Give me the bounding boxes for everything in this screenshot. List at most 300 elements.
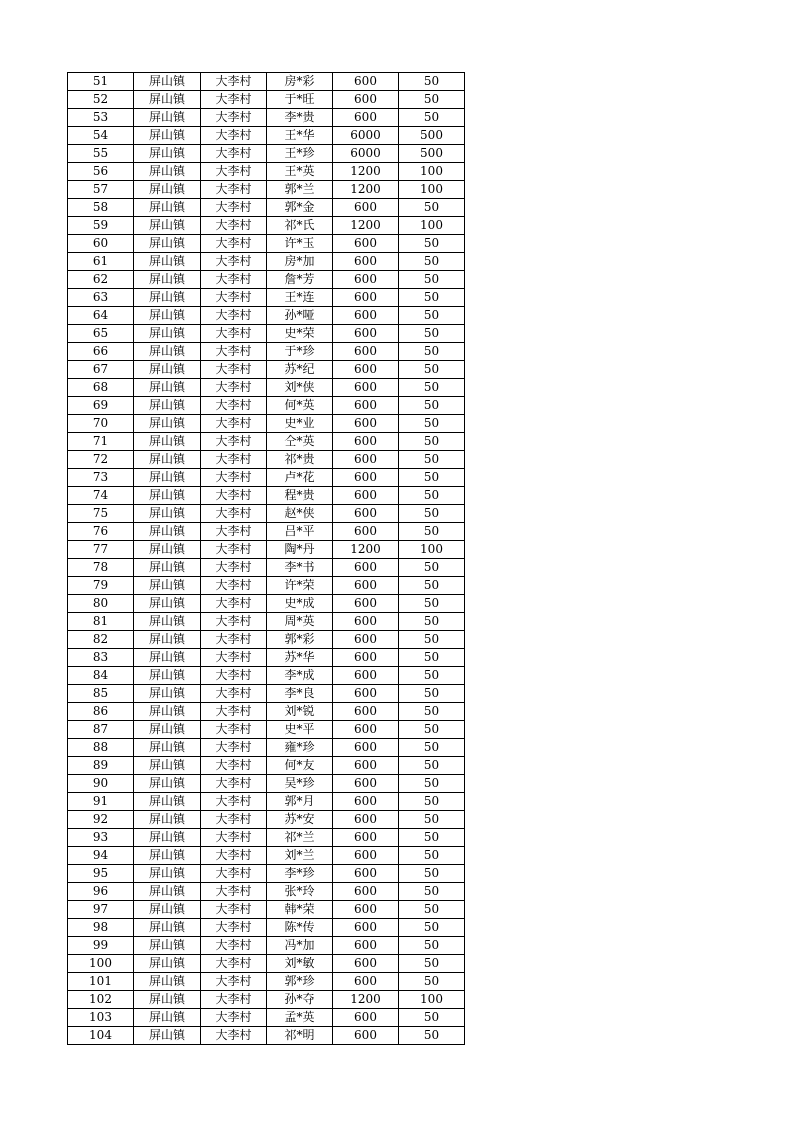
town-cell: 屏山镇 [134,847,201,865]
subsidy-cell: 100 [399,163,465,181]
amount-cell: 1200 [333,541,399,559]
town-cell: 屏山镇 [134,955,201,973]
town-cell: 屏山镇 [134,685,201,703]
subsidy-cell: 50 [399,829,465,847]
village-cell: 大李村 [201,991,267,1009]
row-number-cell: 78 [68,559,134,577]
town-cell: 屏山镇 [134,91,201,109]
town-cell: 屏山镇 [134,1027,201,1045]
town-cell: 屏山镇 [134,289,201,307]
town-cell: 屏山镇 [134,325,201,343]
village-cell: 大李村 [201,307,267,325]
town-cell: 屏山镇 [134,649,201,667]
name-cell: 苏*纪 [267,361,333,379]
row-number-cell: 71 [68,433,134,451]
row-number-cell: 60 [68,235,134,253]
table-row [68,289,465,307]
town-cell: 屏山镇 [134,541,201,559]
table-row [68,109,465,127]
row-number-cell: 70 [68,415,134,433]
amount-cell: 600 [333,901,399,919]
name-cell: 何*友 [267,757,333,775]
row-number-cell: 89 [68,757,134,775]
town-cell: 屏山镇 [134,721,201,739]
row-number-cell: 91 [68,793,134,811]
subsidy-cell: 50 [399,685,465,703]
village-cell: 大李村 [201,739,267,757]
table-row [68,577,465,595]
name-cell: 张*玲 [267,883,333,901]
row-number-cell: 59 [68,217,134,235]
row-number-cell: 100 [68,955,134,973]
village-cell: 大李村 [201,145,267,163]
name-cell: 祁*兰 [267,829,333,847]
name-cell: 郭*兰 [267,181,333,199]
town-cell: 屏山镇 [134,505,201,523]
subsidy-cell: 50 [399,73,465,91]
row-number-cell: 95 [68,865,134,883]
village-cell: 大李村 [201,685,267,703]
town-cell: 屏山镇 [134,793,201,811]
row-number-cell: 80 [68,595,134,613]
subsidy-cell: 50 [399,757,465,775]
name-cell: 史*业 [267,415,333,433]
town-cell: 屏山镇 [134,811,201,829]
row-number-cell: 85 [68,685,134,703]
row-number-cell: 84 [68,667,134,685]
town-cell: 屏山镇 [134,145,201,163]
amount-cell: 600 [333,631,399,649]
amount-cell: 600 [333,397,399,415]
name-cell: 苏*华 [267,649,333,667]
village-cell: 大李村 [201,649,267,667]
name-cell: 祁*贵 [267,451,333,469]
village-cell: 大李村 [201,235,267,253]
village-cell: 大李村 [201,721,267,739]
subsidy-cell: 50 [399,577,465,595]
amount-cell: 600 [333,685,399,703]
row-number-cell: 83 [68,649,134,667]
amount-cell: 1200 [333,991,399,1009]
amount-cell: 600 [333,451,399,469]
name-cell: 房*加 [267,253,333,271]
town-cell: 屏山镇 [134,703,201,721]
table-row [68,811,465,829]
table-row [68,145,465,163]
village-cell: 大李村 [201,163,267,181]
name-cell: 韩*荣 [267,901,333,919]
table-row [68,973,465,991]
subsidy-cell: 50 [399,271,465,289]
row-number-cell: 67 [68,361,134,379]
amount-cell: 600 [333,649,399,667]
row-number-cell: 104 [68,1027,134,1045]
row-number-cell: 93 [68,829,134,847]
village-cell: 大李村 [201,523,267,541]
subsidy-cell: 50 [399,235,465,253]
row-number-cell: 87 [68,721,134,739]
amount-cell: 600 [333,721,399,739]
village-cell: 大李村 [201,361,267,379]
village-cell: 大李村 [201,109,267,127]
amount-cell: 600 [333,559,399,577]
name-cell: 王*英 [267,163,333,181]
name-cell: 史*成 [267,595,333,613]
amount-cell: 600 [333,595,399,613]
row-number-cell: 53 [68,109,134,127]
subsidy-cell: 50 [399,91,465,109]
village-cell: 大李村 [201,127,267,145]
amount-cell: 600 [333,1009,399,1027]
row-number-cell: 82 [68,631,134,649]
name-cell: 郭*月 [267,793,333,811]
name-cell: 李*良 [267,685,333,703]
name-cell: 房*彩 [267,73,333,91]
amount-cell: 600 [333,865,399,883]
name-cell: 冯*加 [267,937,333,955]
data-table [67,72,465,1045]
amount-cell: 600 [333,343,399,361]
name-cell: 许*荣 [267,577,333,595]
table-row [68,397,465,415]
village-cell: 大李村 [201,451,267,469]
village-cell: 大李村 [201,865,267,883]
subsidy-cell: 50 [399,973,465,991]
table-row [68,793,465,811]
amount-cell: 600 [333,109,399,127]
table-row [68,919,465,937]
village-cell: 大李村 [201,289,267,307]
row-number-cell: 72 [68,451,134,469]
town-cell: 屏山镇 [134,613,201,631]
subsidy-cell: 50 [399,505,465,523]
name-cell: 王*华 [267,127,333,145]
town-cell: 屏山镇 [134,379,201,397]
town-cell: 屏山镇 [134,631,201,649]
subsidy-cell: 50 [399,325,465,343]
town-cell: 屏山镇 [134,901,201,919]
table-row [68,937,465,955]
town-cell: 屏山镇 [134,451,201,469]
subsidy-cell: 50 [399,415,465,433]
table-row [68,325,465,343]
town-cell: 屏山镇 [134,667,201,685]
row-number-cell: 74 [68,487,134,505]
name-cell: 史*荣 [267,325,333,343]
village-cell: 大李村 [201,613,267,631]
table-row [68,361,465,379]
name-cell: 李*书 [267,559,333,577]
row-number-cell: 99 [68,937,134,955]
village-cell: 大李村 [201,775,267,793]
village-cell: 大李村 [201,595,267,613]
table-row [68,721,465,739]
table-row [68,127,465,145]
village-cell: 大李村 [201,937,267,955]
village-cell: 大李村 [201,1009,267,1027]
row-number-cell: 64 [68,307,134,325]
row-number-cell: 98 [68,919,134,937]
table-row [68,865,465,883]
amount-cell: 1200 [333,181,399,199]
amount-cell: 600 [333,415,399,433]
row-number-cell: 96 [68,883,134,901]
amount-cell: 600 [333,235,399,253]
table-row [68,1027,465,1045]
subsidy-cell: 50 [399,703,465,721]
name-cell: 于*旺 [267,91,333,109]
table-body [68,73,465,1045]
row-number-cell: 97 [68,901,134,919]
amount-cell: 600 [333,883,399,901]
row-number-cell: 101 [68,973,134,991]
amount-cell: 600 [333,91,399,109]
village-cell: 大李村 [201,469,267,487]
name-cell: 李*成 [267,667,333,685]
town-cell: 屏山镇 [134,253,201,271]
village-cell: 大李村 [201,415,267,433]
village-cell: 大李村 [201,433,267,451]
name-cell: 何*英 [267,397,333,415]
town-cell: 屏山镇 [134,991,201,1009]
row-number-cell: 63 [68,289,134,307]
amount-cell: 600 [333,757,399,775]
table-row [68,451,465,469]
amount-cell: 600 [333,973,399,991]
subsidy-cell: 50 [399,1009,465,1027]
village-cell: 大李村 [201,667,267,685]
row-number-cell: 92 [68,811,134,829]
amount-cell: 600 [333,199,399,217]
name-cell: 仝*英 [267,433,333,451]
subsidy-cell: 50 [399,469,465,487]
subsidy-cell: 50 [399,865,465,883]
table-row [68,703,465,721]
town-cell: 屏山镇 [134,559,201,577]
subsidy-cell: 50 [399,109,465,127]
table-row [68,307,465,325]
village-cell: 大李村 [201,919,267,937]
town-cell: 屏山镇 [134,235,201,253]
name-cell: 苏*安 [267,811,333,829]
row-number-cell: 86 [68,703,134,721]
amount-cell: 600 [333,847,399,865]
amount-cell: 600 [333,937,399,955]
amount-cell: 600 [333,325,399,343]
village-cell: 大李村 [201,271,267,289]
village-cell: 大李村 [201,577,267,595]
subsidy-cell: 50 [399,955,465,973]
town-cell: 屏山镇 [134,181,201,199]
town-cell: 屏山镇 [134,163,201,181]
name-cell: 刘*侠 [267,379,333,397]
subsidy-cell: 100 [399,217,465,235]
subsidy-cell: 50 [399,649,465,667]
name-cell: 周*英 [267,613,333,631]
town-cell: 屏山镇 [134,919,201,937]
amount-cell: 600 [333,73,399,91]
table-row [68,1009,465,1027]
town-cell: 屏山镇 [134,361,201,379]
village-cell: 大李村 [201,541,267,559]
row-number-cell: 69 [68,397,134,415]
row-number-cell: 103 [68,1009,134,1027]
town-cell: 屏山镇 [134,739,201,757]
table-row [68,343,465,361]
village-cell: 大李村 [201,901,267,919]
row-number-cell: 54 [68,127,134,145]
subsidy-cell: 50 [399,847,465,865]
amount-cell: 600 [333,667,399,685]
town-cell: 屏山镇 [134,217,201,235]
town-cell: 屏山镇 [134,1009,201,1027]
amount-cell: 600 [333,919,399,937]
subsidy-cell: 50 [399,199,465,217]
town-cell: 屏山镇 [134,973,201,991]
row-number-cell: 56 [68,163,134,181]
amount-cell: 600 [333,379,399,397]
village-cell: 大李村 [201,973,267,991]
subsidy-cell: 50 [399,397,465,415]
village-cell: 大李村 [201,73,267,91]
name-cell: 孟*英 [267,1009,333,1027]
name-cell: 雍*珍 [267,739,333,757]
row-number-cell: 55 [68,145,134,163]
name-cell: 陈*传 [267,919,333,937]
subsidy-cell: 50 [399,721,465,739]
village-cell: 大李村 [201,1027,267,1045]
amount-cell: 600 [333,703,399,721]
table-row [68,91,465,109]
table-row [68,505,465,523]
subsidy-cell: 50 [399,739,465,757]
row-number-cell: 90 [68,775,134,793]
table-row [68,433,465,451]
town-cell: 屏山镇 [134,469,201,487]
row-number-cell: 75 [68,505,134,523]
table-row [68,73,465,91]
amount-cell: 600 [333,523,399,541]
table-row [68,253,465,271]
village-cell: 大李村 [201,253,267,271]
name-cell: 郭*珍 [267,973,333,991]
table-row [68,523,465,541]
subsidy-cell: 50 [399,379,465,397]
row-number-cell: 51 [68,73,134,91]
amount-cell: 6000 [333,145,399,163]
name-cell: 祁*氏 [267,217,333,235]
name-cell: 孙*哑 [267,307,333,325]
table-row [68,181,465,199]
table-row [68,775,465,793]
name-cell: 吴*珍 [267,775,333,793]
row-number-cell: 57 [68,181,134,199]
table-row [68,541,465,559]
amount-cell: 600 [333,577,399,595]
row-number-cell: 81 [68,613,134,631]
amount-cell: 600 [333,487,399,505]
amount-cell: 600 [333,469,399,487]
amount-cell: 600 [333,505,399,523]
village-cell: 大李村 [201,829,267,847]
village-cell: 大李村 [201,811,267,829]
name-cell: 史*平 [267,721,333,739]
table-row [68,739,465,757]
village-cell: 大李村 [201,793,267,811]
table-row [68,667,465,685]
subsidy-cell: 100 [399,541,465,559]
subsidy-cell: 50 [399,883,465,901]
amount-cell: 600 [333,271,399,289]
name-cell: 于*珍 [267,343,333,361]
table-row [68,847,465,865]
village-cell: 大李村 [201,559,267,577]
row-number-cell: 88 [68,739,134,757]
name-cell: 李*贵 [267,109,333,127]
village-cell: 大李村 [201,631,267,649]
row-number-cell: 62 [68,271,134,289]
row-number-cell: 58 [68,199,134,217]
amount-cell: 600 [333,739,399,757]
name-cell: 许*玉 [267,235,333,253]
town-cell: 屏山镇 [134,307,201,325]
subsidy-cell: 50 [399,253,465,271]
amount-cell: 600 [333,289,399,307]
row-number-cell: 61 [68,253,134,271]
subsidy-cell: 50 [399,937,465,955]
village-cell: 大李村 [201,487,267,505]
subsidy-cell: 50 [399,361,465,379]
subsidy-cell: 50 [399,793,465,811]
row-number-cell: 77 [68,541,134,559]
subsidy-cell: 50 [399,559,465,577]
table-row [68,631,465,649]
table-row [68,829,465,847]
town-cell: 屏山镇 [134,415,201,433]
name-cell: 卢*花 [267,469,333,487]
table-row [68,991,465,1009]
name-cell: 郭*彩 [267,631,333,649]
amount-cell: 1200 [333,217,399,235]
amount-cell: 600 [333,361,399,379]
name-cell: 祁*明 [267,1027,333,1045]
row-number-cell: 73 [68,469,134,487]
amount-cell: 1200 [333,163,399,181]
subsidy-cell: 50 [399,451,465,469]
village-cell: 大李村 [201,955,267,973]
subsidy-cell: 50 [399,901,465,919]
village-cell: 大李村 [201,757,267,775]
town-cell: 屏山镇 [134,757,201,775]
town-cell: 屏山镇 [134,865,201,883]
subsidy-cell: 50 [399,775,465,793]
village-cell: 大李村 [201,505,267,523]
town-cell: 屏山镇 [134,199,201,217]
row-number-cell: 102 [68,991,134,1009]
subsidy-cell: 100 [399,181,465,199]
town-cell: 屏山镇 [134,487,201,505]
subsidy-cell: 50 [399,433,465,451]
name-cell: 程*贵 [267,487,333,505]
row-number-cell: 76 [68,523,134,541]
amount-cell: 600 [333,307,399,325]
table-row [68,487,465,505]
row-number-cell: 68 [68,379,134,397]
subsidy-cell: 50 [399,811,465,829]
name-cell: 孙*夺 [267,991,333,1009]
village-cell: 大李村 [201,181,267,199]
name-cell: 郭*金 [267,199,333,217]
